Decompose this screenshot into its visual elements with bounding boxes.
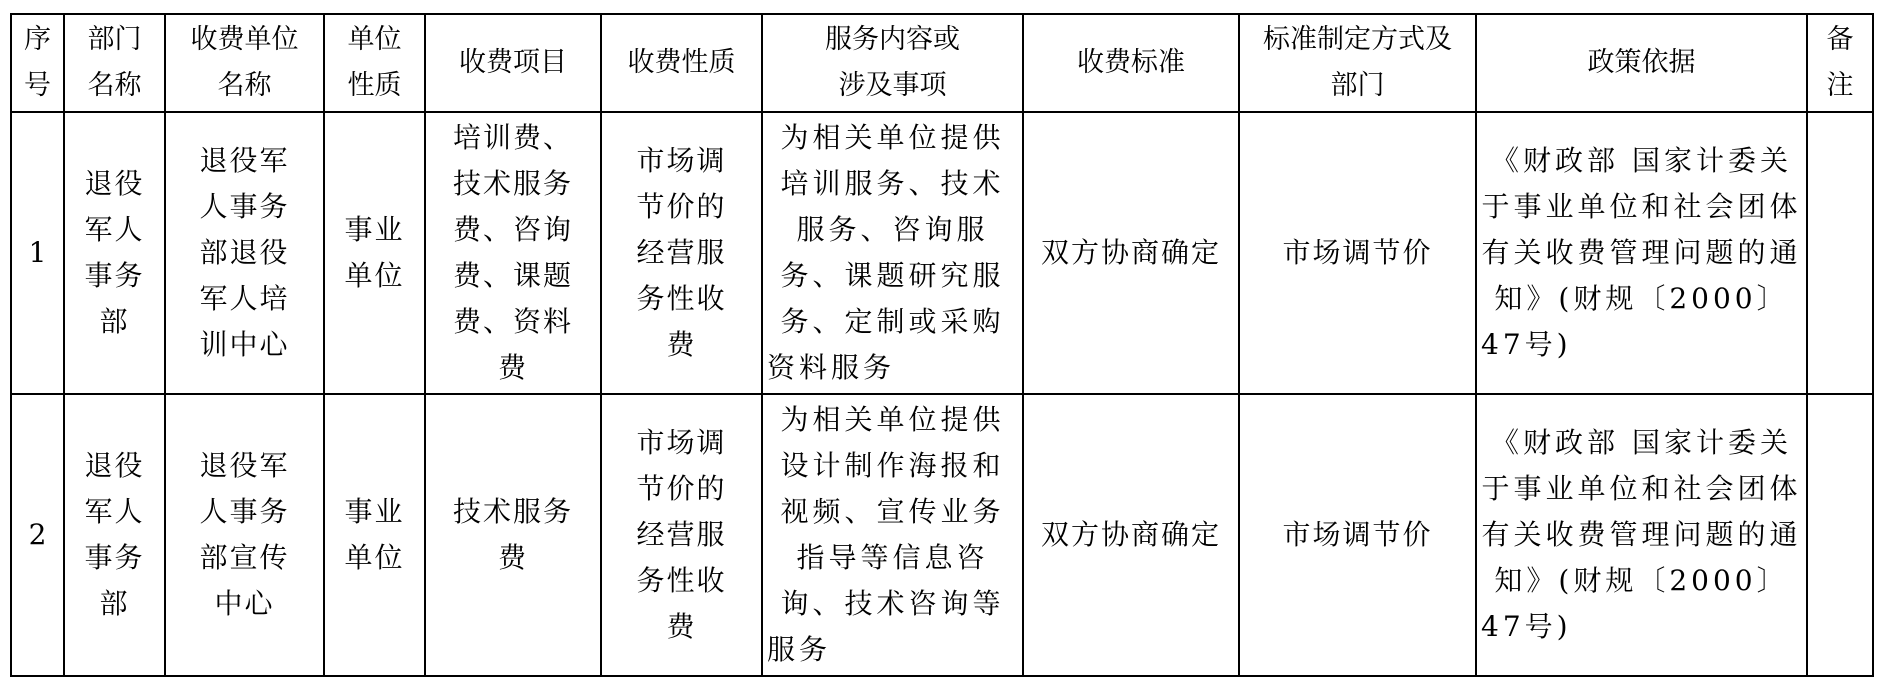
header-unit-name: 收费单位 名称 [165, 14, 324, 112]
row-department: 退役 军人 事务 部 [64, 112, 165, 394]
row-policy-basis: 《财政部 国家计委关于事业单位和社会团体有关收费管理问题的通知》(财规〔2000〕47号) [1476, 112, 1807, 394]
header-service-content: 服务内容或 涉及事项 [762, 14, 1023, 112]
row-service-content: 为相关单位提供培训服务、技术服务、咨询服务、课题研究服务、定制或采购资料服务 [762, 112, 1023, 394]
header-fee-standard: 收费标准 [1023, 14, 1239, 112]
row-unit-name: 退役军 人事务 部宣传 中心 [165, 394, 324, 676]
row-service-content: 为相关单位提供设计制作海报和视频、宣传业务指导等信息咨询、技术咨询等服务 [762, 394, 1023, 676]
table-body [11, 112, 1873, 676]
row-fee-items: 培训费、 技术服务 费、咨询 费、课题 费、资料 费 [425, 112, 601, 394]
row-unit-nature: 事业 单位 [324, 394, 425, 676]
header-index: 序 号 [11, 14, 64, 112]
row-fee-nature: 市场调 节价的 经营服 务性收 费 [601, 112, 762, 394]
header-row [11, 14, 1873, 112]
table-header [11, 14, 1873, 112]
header-policy-basis: 政策依据 [1476, 14, 1807, 112]
header-fee-nature: 收费性质 [601, 14, 762, 112]
row-index: 2 [11, 394, 64, 676]
row-fee-items: 技术服务 费 [425, 394, 601, 676]
header-fee-items: 收费项目 [425, 14, 601, 112]
table-row [11, 394, 1873, 676]
fee-table [10, 13, 1874, 677]
header-remarks: 备 注 [1807, 14, 1873, 112]
row-policy-basis: 《财政部 国家计委关于事业单位和社会团体有关收费管理问题的通知》(财规〔2000〕47号) [1476, 394, 1807, 676]
row-standard-method: 市场调节价 [1239, 394, 1476, 676]
row-unit-nature: 事业 单位 [324, 112, 425, 394]
row-remarks [1807, 112, 1873, 394]
row-fee-nature: 市场调 节价的 经营服 务性收 费 [601, 394, 762, 676]
row-standard-method: 市场调节价 [1239, 112, 1476, 394]
header-standard-method: 标准制定方式及 部门 [1239, 14, 1476, 112]
header-department: 部门 名称 [64, 14, 165, 112]
row-index: 1 [11, 112, 64, 394]
row-unit-name: 退役军 人事务 部退役 军人培 训中心 [165, 112, 324, 394]
row-fee-standard: 双方协商确定 [1023, 394, 1239, 676]
row-remarks [1807, 394, 1873, 676]
table-row [11, 112, 1873, 394]
row-department: 退役 军人 事务 部 [64, 394, 165, 676]
row-fee-standard: 双方协商确定 [1023, 112, 1239, 394]
header-unit-nature: 单位 性质 [324, 14, 425, 112]
